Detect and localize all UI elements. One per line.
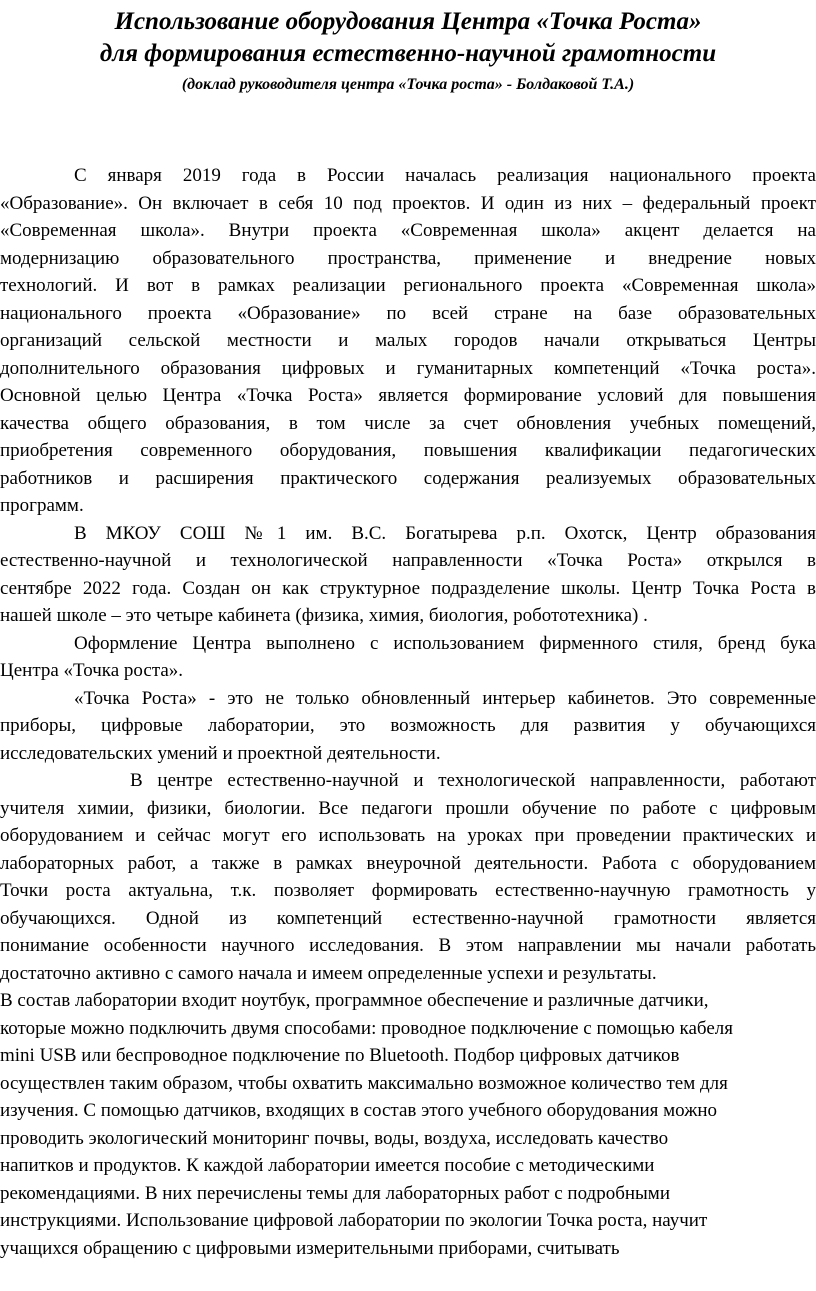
text-line: Точки роста актуальна, т.к. позволяет формировать естественно-научную грамотность у: [0, 880, 816, 901]
paragraph-equipment: [0, 685, 816, 768]
text-line: В состав лаборатории входит ноутбук, программное обеспечение и различные датчики,: [0, 990, 709, 1011]
text-line: В МКОУ СОШ №1 им. В.С. Богатырева р.п. Охотск, Центр образования: [74, 522, 816, 544]
text-line: оборудованием и сейчас могут его использовать на уроках при проведении практических и: [0, 825, 816, 846]
paragraph-intro: [0, 162, 816, 520]
text-line: mini USB или беспроводное подключение по Bluetooth. Подбор цифровых датчиков: [0, 1045, 680, 1066]
text-line: обучающихся. Одной из компетенций естественно-научной грамотности является: [0, 907, 816, 929]
document-body: [0, 162, 816, 1262]
text-line: «Точка Роста» - это не только обновленный интерьер кабинетов. Это современные: [74, 687, 816, 709]
text-line: учителя химии, физики, биологии. Все педагоги прошли обучение по работе с цифровым: [0, 797, 816, 819]
text-line: проводить экологический мониторинг почвы, воды, воздуха, исследовать качество: [0, 1127, 669, 1149]
document-title-line-1: Использование оборудования Центра «Точка Роста»: [114, 8, 702, 35]
paragraph-laboratory: [0, 987, 816, 1262]
text-line: нашей школе – это четыре кабинета (физика, химия, биология, робототехника) .: [0, 605, 648, 626]
title-block: [0, 6, 816, 96]
text-line: инструкциями. Использование цифровой лаборатории по экологии Точка роста, научит: [0, 1210, 708, 1231]
text-line: Оформление Центра выполнено с использованием фирменного стиля, бренд бука: [74, 632, 816, 654]
text-line: Основной целью Центра «Точка Роста» является формирование условий для повышения: [0, 385, 816, 406]
paragraph-design: [0, 630, 816, 685]
paragraph-teachers: [0, 767, 816, 987]
text-line: рекомендациями. В них перечислены темы для лабораторных работ с подробными: [0, 1182, 670, 1204]
text-line: понимание особенности научного исследования. В этом направлении мы начали работать: [0, 935, 816, 956]
text-line: приборы, цифровые лаборатории, это возможность для развития у обучающихся: [0, 715, 816, 736]
text-line: модернизацию образовательного пространства, применение и внедрение новых: [0, 247, 816, 269]
document-title-line-2: для формирования естественно-научной грамотности: [99, 40, 717, 67]
text-line: естественно-научной и технологической направленности «Точка Роста» открылся в: [0, 550, 816, 571]
text-line: сентябре 2022 года. Создан он как структурное подразделение школы. Центр Точка Роста в: [0, 577, 816, 599]
text-line: осуществлен таким образом, чтобы охватить максимально возможное количество тем для: [0, 1072, 728, 1094]
text-line: лабораторных работ, а также в рамках внеурочной деятельности. Работа с оборудованием: [0, 852, 816, 874]
text-line: достаточно активно с самого начала и имеем определенные успехи и результаты.: [0, 962, 657, 984]
text-line: С января 2019 года в России началась реализация национального проекта: [74, 165, 816, 186]
text-line: приобретения современного оборудования, повышения квалификации педагогических: [0, 440, 816, 461]
document-subtitle: (доклад руководителя центра «Точка роста» - Болдаковой Т.А.): [181, 76, 635, 93]
text-line: В центре естественно-научной и технологической направленности, работают: [130, 770, 816, 791]
text-line: исследовательских умений и проектной деятельности.: [0, 742, 441, 764]
text-line: дополнительного образования цифровых и гуманитарных компетенций «Точка роста».: [0, 357, 816, 379]
text-line: которые можно подключить двумя способами: проводное подключение с помощью кабеля: [0, 1017, 733, 1039]
text-line: качества общего образования, в том числе за счет обновления учебных помещений,: [0, 412, 816, 434]
text-line: национального проекта «Образование» по всей стране на базе образовательных: [0, 302, 816, 324]
text-line: учащихся обращению с цифровыми измерительными приборами, считывать: [0, 1237, 620, 1259]
paragraph-school-center: [0, 520, 816, 630]
text-line: работников и расширения практического содержания реализуемых образовательных: [0, 467, 816, 489]
text-line: изучения. С помощью датчиков, входящих в состав этого учебного оборудования можно: [0, 1100, 717, 1121]
text-line: Центра «Точка роста».: [0, 660, 184, 681]
text-line: «Современная школа». Внутри проекта «Современная школа» акцент делается на: [0, 220, 816, 241]
text-line: организаций сельской местности и малых городов начали открываться Центры: [0, 330, 816, 351]
text-line: напитков и продуктов. К каждой лаборатории имеется пособие с методическими: [0, 1155, 655, 1176]
text-line: «Образование». Он включает в себя 10 под проектов. И один из них – федеральный проект: [0, 192, 816, 214]
text-line: технологий. И вот в рамках реализации регионального проекта «Современная школа»: [0, 275, 816, 296]
text-line: программ.: [0, 495, 84, 516]
